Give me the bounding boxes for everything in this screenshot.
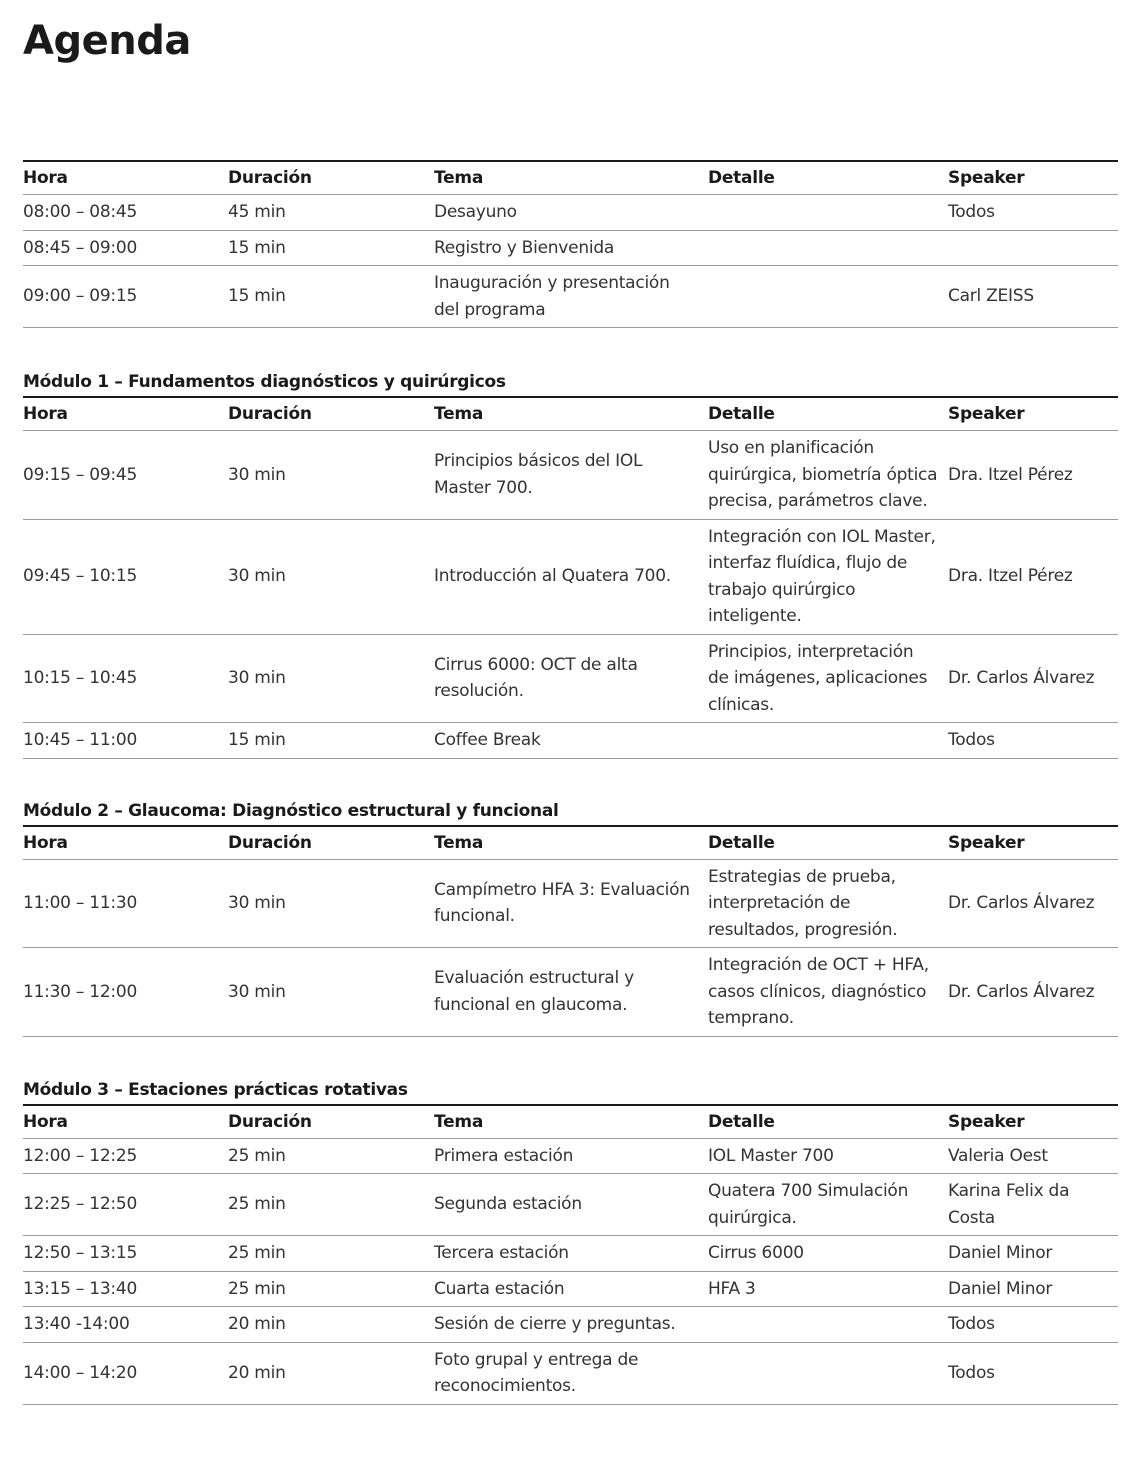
cell-hora: 08:45 – 09:00: [23, 230, 228, 266]
cell-detalle: Integración con IOL Master, interfaz fluídica, flujo de trabajo quirúrgico inteligente.: [708, 519, 948, 634]
agenda-section: [23, 1080, 1118, 1405]
cell-hora: 11:30 – 12:00: [23, 948, 228, 1037]
cell-tema: Principios básicos del IOL Master 700.: [434, 431, 708, 520]
cell-detalle: Integración de OCT + HFA, casos clínicos, diagnóstico temprano.: [708, 948, 948, 1037]
cell-detalle: [708, 1307, 948, 1343]
cell-tema: Primera estación: [434, 1138, 708, 1174]
column-header-tema: Tema: [434, 397, 708, 431]
table-row: [23, 1138, 1118, 1174]
cell-tema: Tercera estación: [434, 1236, 708, 1272]
column-header-detalle: Detalle: [708, 397, 948, 431]
table-row: [23, 1307, 1118, 1343]
cell-speaker: Valeria Oest: [948, 1138, 1118, 1174]
cell-duracion: 20 min: [228, 1342, 434, 1404]
cell-duracion: 45 min: [228, 195, 434, 231]
cell-detalle: Quatera 700 Simulación quirúrgica.: [708, 1174, 948, 1236]
table-row: [23, 1342, 1118, 1404]
cell-hora: 13:40 -14:00: [23, 1307, 228, 1343]
cell-speaker: Daniel Minor: [948, 1236, 1118, 1272]
cell-speaker: Daniel Minor: [948, 1271, 1118, 1307]
cell-hora: 10:15 – 10:45: [23, 634, 228, 723]
cell-tema: Introducción al Quatera 700.: [434, 519, 708, 634]
cell-detalle: Uso en planificación quirúrgica, biometría óptica precisa, parámetros clave.: [708, 431, 948, 520]
cell-speaker: Carl ZEISS: [948, 266, 1118, 328]
agenda-table: [23, 825, 1118, 1037]
column-header-duracion: Duración: [228, 397, 434, 431]
cell-speaker: Dra. Itzel Pérez: [948, 431, 1118, 520]
table-row: [23, 195, 1118, 231]
cell-speaker: Todos: [948, 723, 1118, 759]
table-row: [23, 266, 1118, 328]
cell-tema: Evaluación estructural y funcional en glaucoma.: [434, 948, 708, 1037]
table-header-row: [23, 161, 1118, 195]
column-header-tema: Tema: [434, 826, 708, 860]
cell-detalle: [708, 723, 948, 759]
cell-speaker: Dr. Carlos Álvarez: [948, 634, 1118, 723]
cell-hora: 12:50 – 13:15: [23, 1236, 228, 1272]
cell-detalle: Cirrus 6000: [708, 1236, 948, 1272]
cell-duracion: 15 min: [228, 723, 434, 759]
agenda-table: [23, 160, 1118, 328]
cell-hora: 12:25 – 12:50: [23, 1174, 228, 1236]
cell-speaker: Dr. Carlos Álvarez: [948, 859, 1118, 948]
agenda-section: [23, 801, 1118, 1037]
table-row: [23, 1271, 1118, 1307]
cell-duracion: 30 min: [228, 519, 434, 634]
cell-speaker: Todos: [948, 1307, 1118, 1343]
agenda-table: [23, 396, 1118, 759]
column-header-detalle: Detalle: [708, 1105, 948, 1139]
table-header-row: [23, 1105, 1118, 1139]
cell-duracion: 30 min: [228, 431, 434, 520]
cell-tema: Registro y Bienvenida: [434, 230, 708, 266]
cell-hora: 14:00 – 14:20: [23, 1342, 228, 1404]
agenda-section: [23, 160, 1118, 328]
cell-duracion: 25 min: [228, 1174, 434, 1236]
cell-duracion: 25 min: [228, 1138, 434, 1174]
table-row: [23, 859, 1118, 948]
column-header-speaker: Speaker: [948, 1105, 1118, 1139]
column-header-speaker: Speaker: [948, 397, 1118, 431]
cell-hora: 08:00 – 08:45: [23, 195, 228, 231]
cell-speaker: Dr. Carlos Álvarez: [948, 948, 1118, 1037]
table-header-row: [23, 826, 1118, 860]
cell-speaker: Todos: [948, 1342, 1118, 1404]
cell-tema: Foto grupal y entrega de reconocimientos.: [434, 1342, 708, 1404]
cell-tema: Cuarta estación: [434, 1271, 708, 1307]
column-header-duracion: Duración: [228, 826, 434, 860]
cell-hora: 09:00 – 09:15: [23, 266, 228, 328]
cell-hora: 09:15 – 09:45: [23, 431, 228, 520]
table-row: [23, 723, 1118, 759]
table-row: [23, 431, 1118, 520]
section-heading: Módulo 2 – Glaucoma: Diagnóstico estructural y funcional: [23, 800, 559, 821]
column-header-hora: Hora: [23, 826, 228, 860]
column-header-detalle: Detalle: [708, 826, 948, 860]
cell-duracion: 20 min: [228, 1307, 434, 1343]
column-header-speaker: Speaker: [948, 826, 1118, 860]
cell-detalle: [708, 1342, 948, 1404]
cell-detalle: [708, 266, 948, 328]
table-row: [23, 230, 1118, 266]
column-header-hora: Hora: [23, 397, 228, 431]
cell-detalle: [708, 195, 948, 231]
cell-duracion: 15 min: [228, 266, 434, 328]
cell-detalle: Principios, interpretación de imágenes, aplicaciones clínicas.: [708, 634, 948, 723]
cell-tema: Segunda estación: [434, 1174, 708, 1236]
table-header-row: [23, 397, 1118, 431]
agenda-table: [23, 1104, 1118, 1405]
cell-duracion: 30 min: [228, 634, 434, 723]
column-header-hora: Hora: [23, 161, 228, 195]
page-title: Agenda: [23, 18, 191, 64]
section-heading: Módulo 3 – Estaciones prácticas rotativas: [23, 1079, 408, 1100]
table-row: [23, 948, 1118, 1037]
table-row: [23, 519, 1118, 634]
cell-hora: 13:15 – 13:40: [23, 1271, 228, 1307]
table-row: [23, 634, 1118, 723]
column-header-tema: Tema: [434, 1105, 708, 1139]
agenda-sections: [23, 160, 1118, 1405]
table-row: [23, 1174, 1118, 1236]
cell-duracion: 25 min: [228, 1236, 434, 1272]
cell-tema: Coffee Break: [434, 723, 708, 759]
cell-tema: Desayuno: [434, 195, 708, 231]
cell-hora: 11:00 – 11:30: [23, 859, 228, 948]
agenda-section: [23, 372, 1118, 759]
column-header-speaker: Speaker: [948, 161, 1118, 195]
cell-hora: 12:00 – 12:25: [23, 1138, 228, 1174]
cell-detalle: HFA 3: [708, 1271, 948, 1307]
cell-duracion: 30 min: [228, 859, 434, 948]
cell-tema: Inauguración y presentación del programa: [434, 266, 708, 328]
cell-detalle: [708, 230, 948, 266]
cell-tema: Campímetro HFA 3: Evaluación funcional.: [434, 859, 708, 948]
column-header-detalle: Detalle: [708, 161, 948, 195]
cell-speaker: Dra. Itzel Pérez: [948, 519, 1118, 634]
column-header-hora: Hora: [23, 1105, 228, 1139]
cell-detalle: Estrategias de prueba, interpretación de resultados, progresión.: [708, 859, 948, 948]
section-heading: Módulo 1 – Fundamentos diagnósticos y quirúrgicos: [23, 372, 506, 392]
cell-duracion: 30 min: [228, 948, 434, 1037]
cell-duracion: 25 min: [228, 1271, 434, 1307]
cell-speaker: [948, 230, 1118, 266]
cell-speaker: Karina Felix da Costa: [948, 1174, 1118, 1236]
cell-duracion: 15 min: [228, 230, 434, 266]
column-header-duracion: Duración: [228, 1105, 434, 1139]
cell-speaker: Todos: [948, 195, 1118, 231]
column-header-duracion: Duración: [228, 161, 434, 195]
column-header-tema: Tema: [434, 161, 708, 195]
cell-hora: 09:45 – 10:15: [23, 519, 228, 634]
cell-tema: Sesión de cierre y preguntas.: [434, 1307, 708, 1343]
cell-tema: Cirrus 6000: OCT de alta resolución.: [434, 634, 708, 723]
cell-detalle: IOL Master 700: [708, 1138, 948, 1174]
cell-hora: 10:45 – 11:00: [23, 723, 228, 759]
table-row: [23, 1236, 1118, 1272]
